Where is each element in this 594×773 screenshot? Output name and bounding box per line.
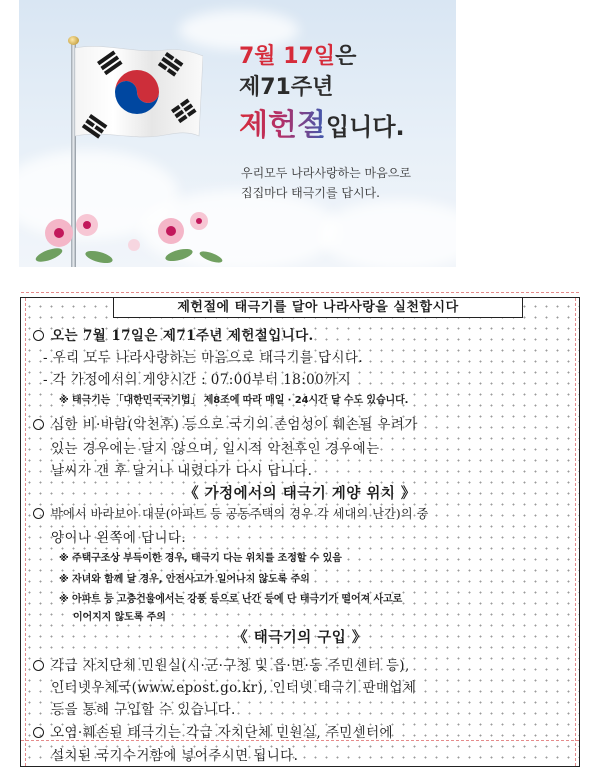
para2-line1: 심한 비·바람(악천후) 등으로 국기의 존엄성이 훼손될 우려가 (51, 417, 418, 433)
circle-bullet-icon (33, 508, 44, 519)
note-2: ※ 자녀와 함께 달 경우, 안전사고가 일어나지 않도록 주의 (59, 574, 310, 585)
anniversary-text: 제71주년 (239, 75, 334, 100)
note-3-line2: 이어지지 않도록 주의 (73, 612, 166, 623)
para1-lead: 오는 7월 17일은 제71주년 제헌절입니다. (51, 328, 314, 344)
circle-bullet-icon (33, 727, 44, 738)
banner-headline (239, 42, 405, 149)
para5-line2: 설치된 국기수거함에 넣어주시면 됩니다. (51, 748, 299, 764)
note-1: ※ 주택구조상 부득이한 경우, 태극기 다는 위치를 조정할 수 있음 (59, 553, 342, 564)
para4-line3: 등을 통해 구입할 수 있습니다. (51, 702, 236, 718)
date-particle: 은 (335, 44, 357, 69)
para1-note: ※ 태극기는 「대한민국국기법」 제8조에 따라 매일 · 24시간 달 수도 있습니다. (59, 395, 409, 406)
para5-line1: 오염·훼손된 태극기는 각급 자치단체 민원실, 주민센터에 (51, 725, 393, 741)
holiday-name: 제헌절 (239, 108, 326, 143)
banner-subtext-line1: 우리모두 나라사랑하는 마음으로 (241, 166, 411, 180)
para4-line1: 각급 자치단체 민원실(시·군·구청 및 읍·면·동 주민센터 등), (51, 658, 410, 674)
para3-line2: 앙이나 왼쪽에 답니다. (51, 530, 187, 546)
note-3-line1: ※ 아파트 등 고층건물에서는 강풍 등으로 난간 등에 단 태극기가 떨어져 사고로 (59, 594, 403, 605)
para2-line2: 있는 경우에는 달지 않으며, 일시적 악천후인 경우에는 (51, 441, 380, 457)
mugunghwa-flowers-image (29, 205, 229, 267)
section-heading-display-position: 《 가정에서의 태극기 게양 위치 》 (184, 485, 416, 502)
guide-line-right (575, 298, 576, 766)
circle-bullet-icon (33, 419, 44, 430)
banner-subtext-line2: 집집마다 태극기를 답시다. (241, 186, 380, 200)
date-day: 17일 (283, 44, 336, 69)
date-month: 7월 (239, 44, 276, 69)
section-heading-purchase: 《 태극기의 구입 》 (233, 629, 367, 646)
holiday-banner (19, 0, 456, 267)
taegukgi-flag-image (75, 44, 203, 144)
para2-line3: 날씨가 갠 후 달거나 내렸다가 다시 답니다. (51, 463, 313, 479)
banner-subtext (241, 163, 411, 203)
para1-item-a: - 우리 모두 나라사랑하는 마음으로 태극기를 답시다. (43, 350, 364, 366)
holiday-suffix: 입니다. (325, 113, 405, 141)
para1-item-b: - 각 가정에서의 게양시간 : 07:00부터 18:00까지 (43, 372, 352, 388)
circle-bullet-icon (33, 660, 44, 671)
para3-line1: 밖에서 바라보아 대문(아파트 등 공동주택의 경우 각 세대의 난간)의 중 (51, 507, 429, 521)
circle-bullet-icon (33, 330, 44, 341)
notice-title: 제헌절에 태극기를 달아 나라사랑을 실천합시다 (113, 297, 523, 318)
notice-document (20, 297, 580, 767)
guide-line-left (25, 298, 26, 766)
para4-line2: 인터넷우체국(www.epost.go.kr), 인터넷 태극기 판매업체 (51, 680, 417, 696)
guide-line-top (21, 292, 579, 293)
